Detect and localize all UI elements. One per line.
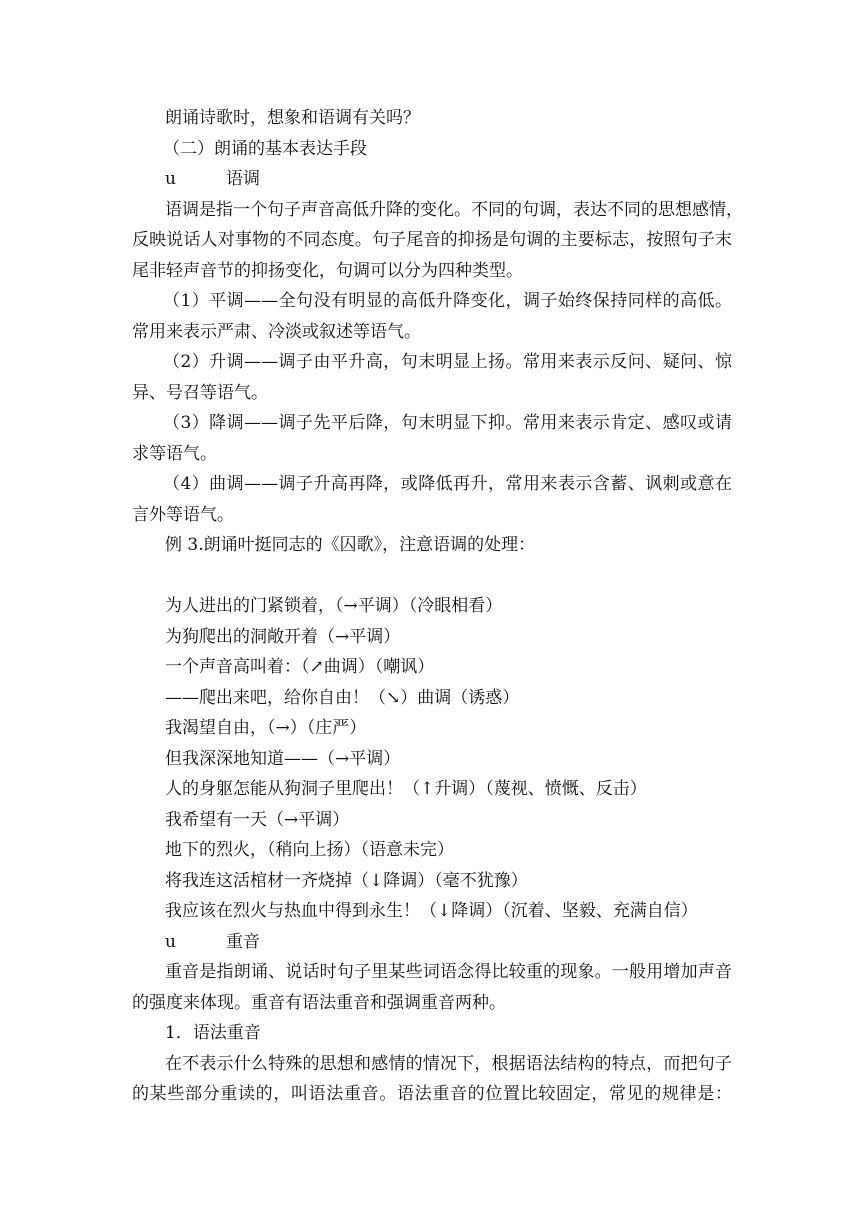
paragraph-line: 在不表示什么特殊的思想和感情的情况下，根据语法结构的特点，而把句子	[165, 1053, 732, 1074]
poem-line: 为人进出的门紧锁着，（→平调）（冷眼相看）	[165, 596, 503, 616]
paragraph-line: 反映说话人对事物的不同态度。句子尾音的抑扬是句调的主要标志，按照句子末	[132, 230, 732, 250]
bullet-title: 语调	[226, 169, 260, 189]
section-heading: （二）朗诵的基本表达手段	[163, 138, 367, 159]
poem-line: 地下的烈火，（稍向上扬）（语意未完）	[165, 840, 454, 860]
paragraph-line: 的强度来体现。重音有语法重音和强调重音两种。	[132, 992, 506, 1013]
poem-line: 我渴望自由，（→）（庄严）	[165, 718, 367, 738]
paragraph-question: 朗诵诗歌时，想象和语调有关吗？	[165, 108, 420, 128]
paragraph-line: 尾非轻声音节的抑扬变化，句调可以分为四种类型。	[132, 260, 523, 281]
paragraph-line: 言外等语气。	[132, 504, 234, 525]
poem-line: 一个声音高叫着：（↗曲调）（嘲讽）	[165, 657, 435, 677]
poem-line: 为狗爬出的洞敞开着（→平调）	[165, 626, 401, 647]
poem-line: 我应该在烈火与热血中得到永生！（↓降调）（沉着、坚毅、充满自信）	[165, 901, 698, 921]
bullet-heading-tone	[132, 164, 732, 195]
poem-line: 我希望有一天（→平调）	[165, 809, 350, 830]
paragraph-line: 语调是指一个句子声音高低升降的变化。不同的句调，表达不同的思想感情，	[165, 199, 743, 220]
paragraph-line: （1）平调——全句没有明显的高低升降变化，调子始终保持同样的高低。	[163, 291, 732, 311]
paragraph-line: （2）升调——调子由平升高，句末明显上扬。常用来表示反问、疑问、惊	[163, 352, 732, 372]
paragraph-line: （4）曲调——调子升高再降，或降低再升，常用来表示含蓄、讽刺或意在	[163, 474, 732, 494]
paragraph-line: 异、号召等语气。	[132, 382, 268, 403]
blank-line	[132, 561, 732, 592]
poem-line: 但我深深地知道——（→平调）	[165, 748, 401, 769]
bullet-heading-stress	[132, 927, 732, 958]
poem-line: 人的身躯怎能从狗洞子里爬出！（↑升调）（蔑视、愤慨、反击）	[165, 779, 647, 799]
paragraph-line: （3）降调——调子先平后降，句末明显下抑。常用来表示肯定、感叹或请	[163, 413, 732, 433]
subsection-heading: 1．语法重音	[165, 1023, 261, 1043]
poem-line: ——爬出来吧，给你自由！（↘）曲调（诱惑）	[165, 687, 520, 708]
bullet-marker: u	[165, 931, 176, 952]
paragraph-line: 的某些部分重读的，叫语法重音。语法重音的位置比较固定，常见的规律是：	[132, 1084, 732, 1104]
bullet-marker: u	[165, 169, 176, 189]
example-heading: 例 3.朗诵叶挺同志的《囚歌》，注意语调的处理：	[165, 535, 536, 555]
bullet-title: 重音	[226, 931, 260, 952]
paragraph-line: 求等语气。	[132, 443, 217, 464]
paragraph-line: 常用来表示严肃、冷淡或叙述等语气。	[132, 321, 421, 342]
paragraph-line: 重音是指朗诵、说话时句子里某些词语念得比较重的现象。一般用增加声音	[165, 962, 732, 982]
poem-line: 将我连这活棺材一齐烧掉（↓降调）（毫不犹豫）	[165, 870, 528, 891]
